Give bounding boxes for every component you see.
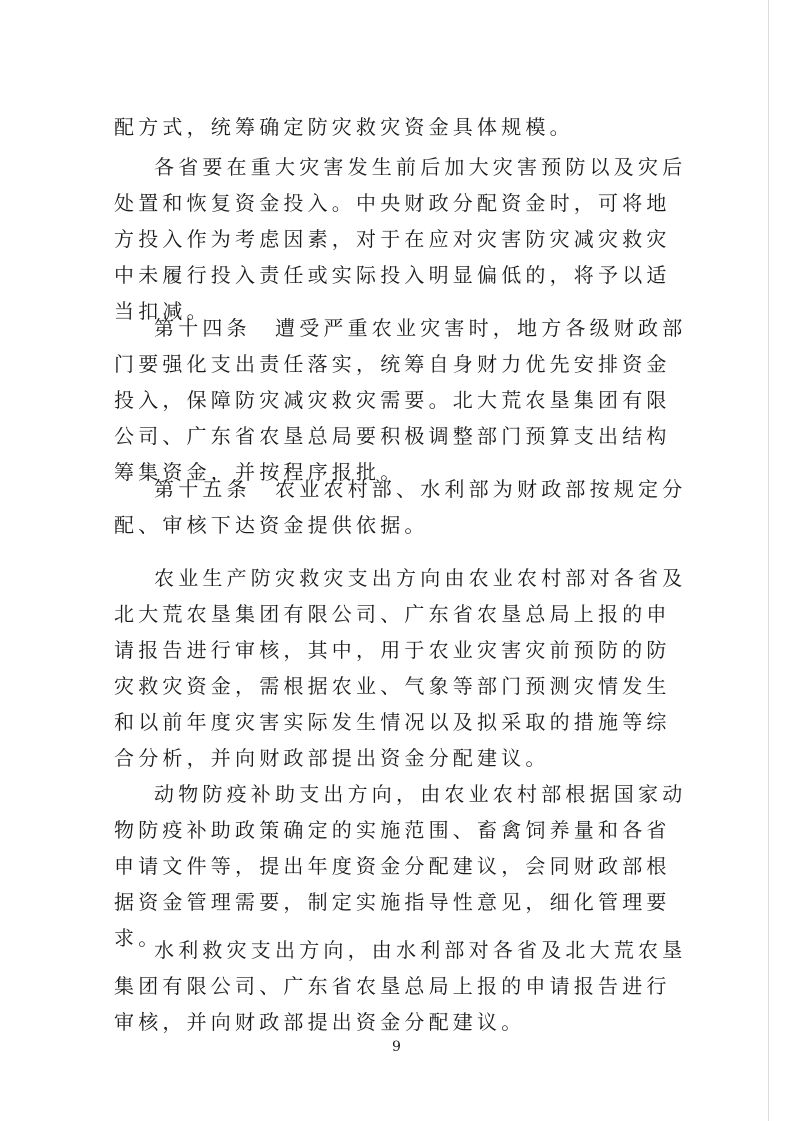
paragraph-provincial-funding: 各省要在重大灾害发生前后加大灾害预防以及灾后处置和恢复资金投入。中央财政分配资金时，可将地方投入作为考虑因素，对于在应对灾害防灾减灾救灾中未履行投入责任或实际投入明显偏低的，将予以适当扣减。: [114, 155, 687, 323]
paragraph-article-15: 第十五条 农业农村部、水利部为财政部按规定分配、审核下达资金提供依据。: [114, 477, 687, 537]
paragraph-water-conservancy: 水利救灾支出方向，由水利部对各省及北大荒农垦集团有限公司、广东省农垦总局上报的申请报告进行审核，并向财政部提出资金分配建议。: [114, 938, 687, 1034]
scan-edge-line: [768, 0, 769, 1121]
paragraph-agriculture-disaster: 农业生产防灾救灾支出方向由农业农村部对各省及北大荒农垦集团有限公司、广东省农垦总局上报的申请报告进行审核，其中，用于农业灾害灾前预防的防灾救灾资金，需根据农业、气象等部门预测灾情发生和以前年度灾害实际发生情况以及拟采取的措施等综合分析，并向财政部提出资金分配建议。: [114, 566, 687, 770]
paragraph-article-14: 第十四条 遭受严重农业灾害时，地方各级财政部门要强化支出责任落实，统筹自身财力优先安排资金投入，保障防灾减灾救灾需要。北大荒农垦集团有限公司、广东省农垦总局要积极调整部门预算支出结构筹集资金，并按程序报批。: [114, 316, 687, 484]
page-number: 9: [392, 1039, 401, 1055]
paragraph-continuation: 配方式，统筹确定防灾救灾资金具体规模。: [114, 115, 574, 139]
paragraph-animal-epidemic: 动物防疫补助支出方向，由农业农村部根据国家动物防疫补助政策确定的实施范围、畜禽饲养量和各省申请文件等，提出年度资金分配建议，会同财政部根据资金管理需要，制定实施指导性意见，细化管理要求。: [114, 782, 687, 950]
